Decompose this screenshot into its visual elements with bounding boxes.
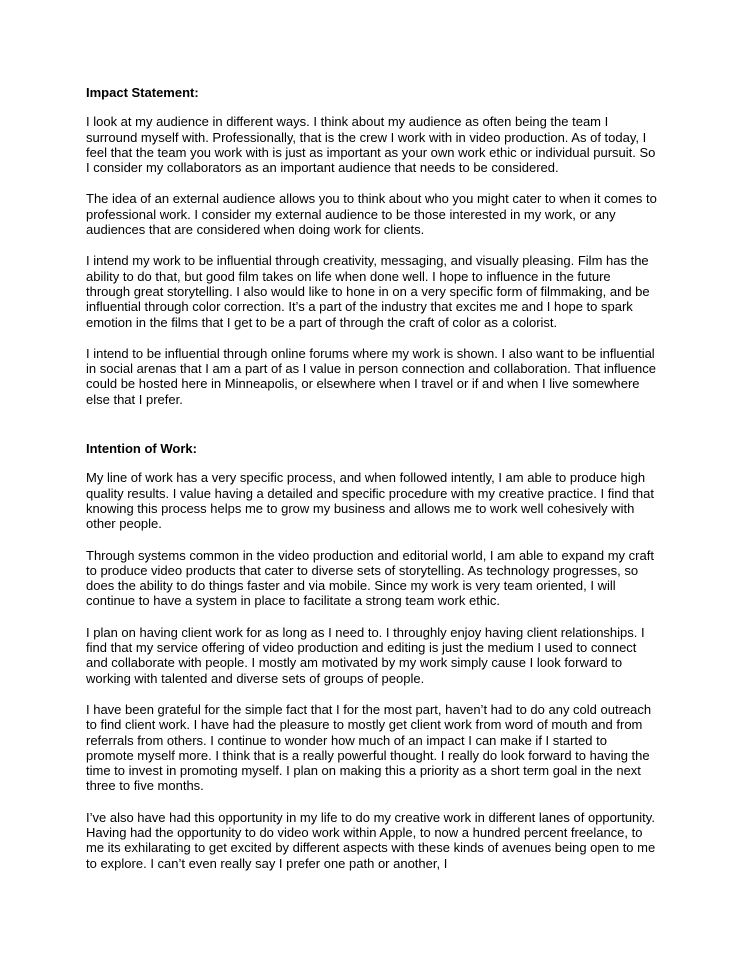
paragraph: My line of work has a very specific process, and when followed intently, I am able to produce high quality results. I value having a detailed and specific procedure with my creative practice. I find that knowing this process helps me to grow my business and allows me to work well cohesively with other people. bbox=[86, 470, 654, 532]
paragraph: I intend my work to be influential through creativity, messaging, and visually pleasing. Film has the ability to do that, but good film takes on life when done well. I hope to influence in the future through great storytelling. I also would like to hone in on a very specific form of filmmaking, and be influential through color correction. It’s a part of the industry that excites me and I hope to spark emotion in the films that I get to be a part of through the craft of color as a colorist. bbox=[86, 253, 650, 330]
paragraph: I’ve also have had this opportunity in my life to do my creative work in different lanes of opportunity. Having had the opportunity to do video work within Apple, to now a hundred percent freelance, to me its exhilarating to get excited by different aspects with these kinds of avenues being open to me to explore. I can’t even really say I prefer one path or another, I bbox=[86, 809, 656, 871]
section-heading-impact-statement: Impact Statement: bbox=[86, 85, 199, 100]
paragraph: Through systems common in the video production and editorial world, I am able to expand my craft to produce video products that cater to diverse sets of storytelling. As technology progresses, so does the ability to do things faster and via mobile. Since my work is very team oriented, I will continue to have a system in place to facilitate a strong team work ethic. bbox=[86, 547, 654, 609]
section-heading-intention-of-work: Intention of Work: bbox=[86, 441, 197, 457]
paragraph: I have been grateful for the simple fact that I for the most part, haven’t had to do any cold outreach to find client work. I have had the pleasure to mostly get client work from word of mouth and from referrals from others. I continue to wonder how much of an impact I can make if I started to promote myself more. I think that is a really powerful thought. I really do look forward to having the time to invest in promoting myself. I plan on making this a priority as a short term goal in the next three to five months. bbox=[86, 701, 652, 794]
paragraph: I plan on having client work for as long as I need to. I throughly enjoy having client relationships. I find that my service offering of video production and editing is just the medium I used to connect and collaborate with people. I mostly am motivated by my work simply cause I look forward to working with talented and diverse sets of groups of people. bbox=[86, 624, 645, 686]
section-spacer bbox=[86, 423, 658, 441]
paragraph: I intend to be influential through online forums where my work is shown. I also want to be influential in social arenas that I am a part of as I value in person connection and collaboration. That influence could be hosted here in Minneapolis, or elsewhere when I travel or if and when I live somewhere else that I prefer. bbox=[86, 345, 656, 407]
paragraph: The idea of an external audience allows you to think about who you might cater to when it comes to professional work. I consider my external audience to be those interested in my work, or any audiences that are considered when doing work for clients. bbox=[86, 191, 657, 238]
document-body bbox=[86, 85, 658, 887]
paragraph: I look at my audience in different ways. I think about my audience as often being the team I surround myself with. Professionally, that is the crew I work with in video production. As of today, I feel that the team you work with is just as important as your own work ethic or individual pursuit. So I consider my collaborators as an important audience that needs to be considered. bbox=[86, 114, 656, 176]
